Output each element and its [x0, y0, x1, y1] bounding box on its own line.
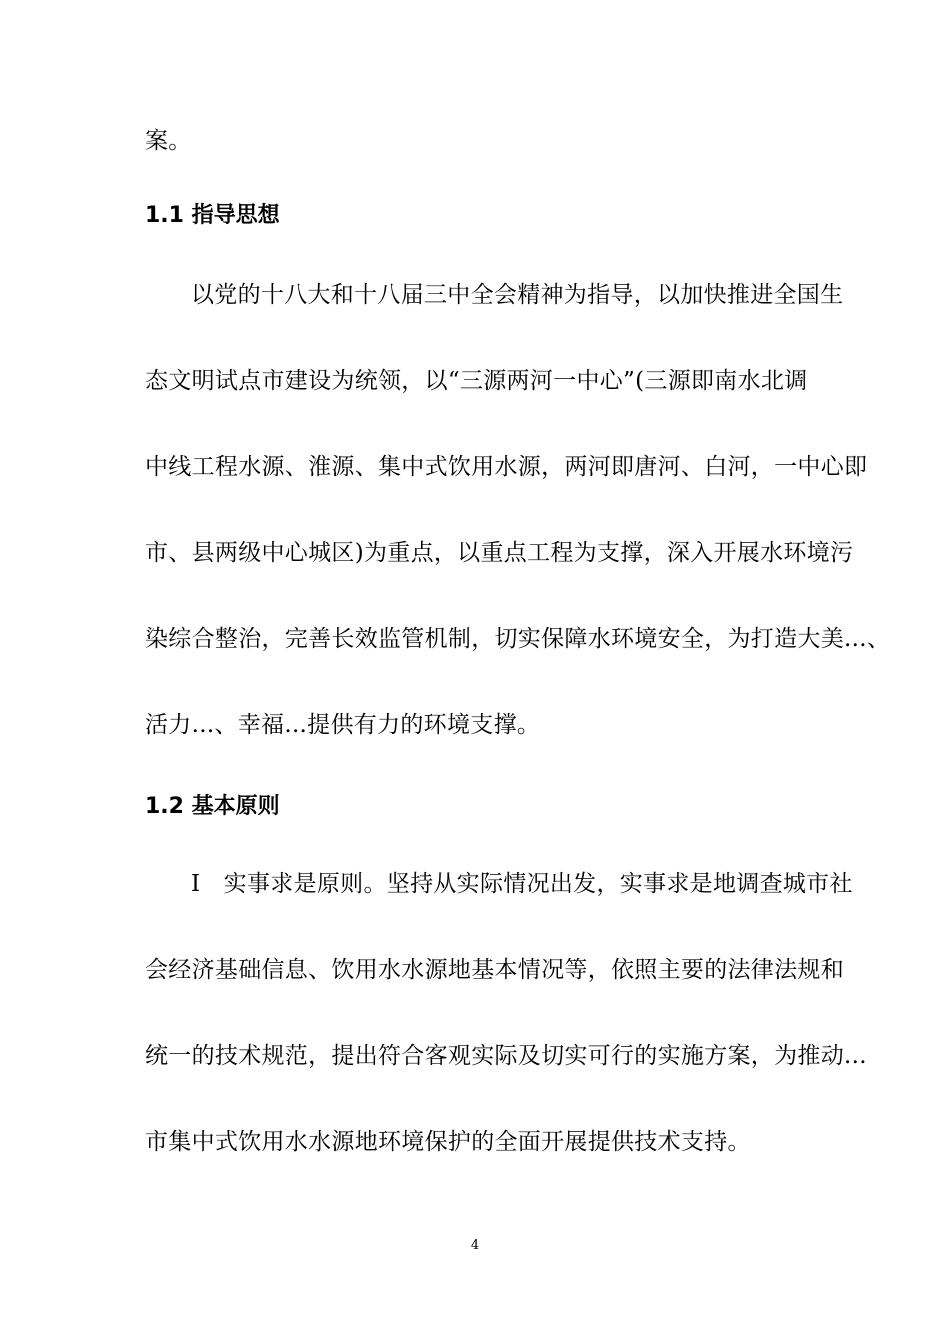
- paragraph-line: I 实事求是原则。坚持从实际情况出发，实事求是地调查城市社: [191, 871, 853, 897]
- carryover-text-line: 案。: [145, 128, 192, 154]
- paragraph-line: 市、县两级中心城区)为重点，以重点工程为支撑，深入开展水环境污: [145, 540, 854, 566]
- section-heading-1-2: 1.2 基本原则: [145, 794, 280, 819]
- paragraph-line: 以党的十八大和十八届三中全会精神为指导，以加快推进全国生: [191, 282, 844, 308]
- paragraph-line: 染综合整治，完善长效监管机制，切实保障水环境安全，为打造大美...、: [145, 626, 891, 652]
- paragraph-line: 中线工程水源、淮源、集中式饮用水源，两河即唐河、白河，一中心即: [145, 454, 868, 480]
- paragraph-line: 活力...、幸福...提供有力的环境支撑。: [145, 712, 541, 738]
- paragraph-line: 统一的技术规范，提出符合客观实际及切实可行的实施方案，为推动...: [145, 1043, 867, 1069]
- section-heading-1-1: 1.1 指导思想: [145, 203, 280, 228]
- page-number: 4: [470, 1238, 480, 1253]
- paragraph-line: 会经济基础信息、饮用水水源地基本情况等，依照主要的法律法规和: [145, 957, 844, 983]
- paragraph-line: 市集中式饮用水水源地环境保护的全面开展提供技术支持。: [145, 1129, 751, 1155]
- paragraph-line: 态文明试点市建设为统领，以“三源两河一中心”(三源即南水北调: [145, 368, 808, 394]
